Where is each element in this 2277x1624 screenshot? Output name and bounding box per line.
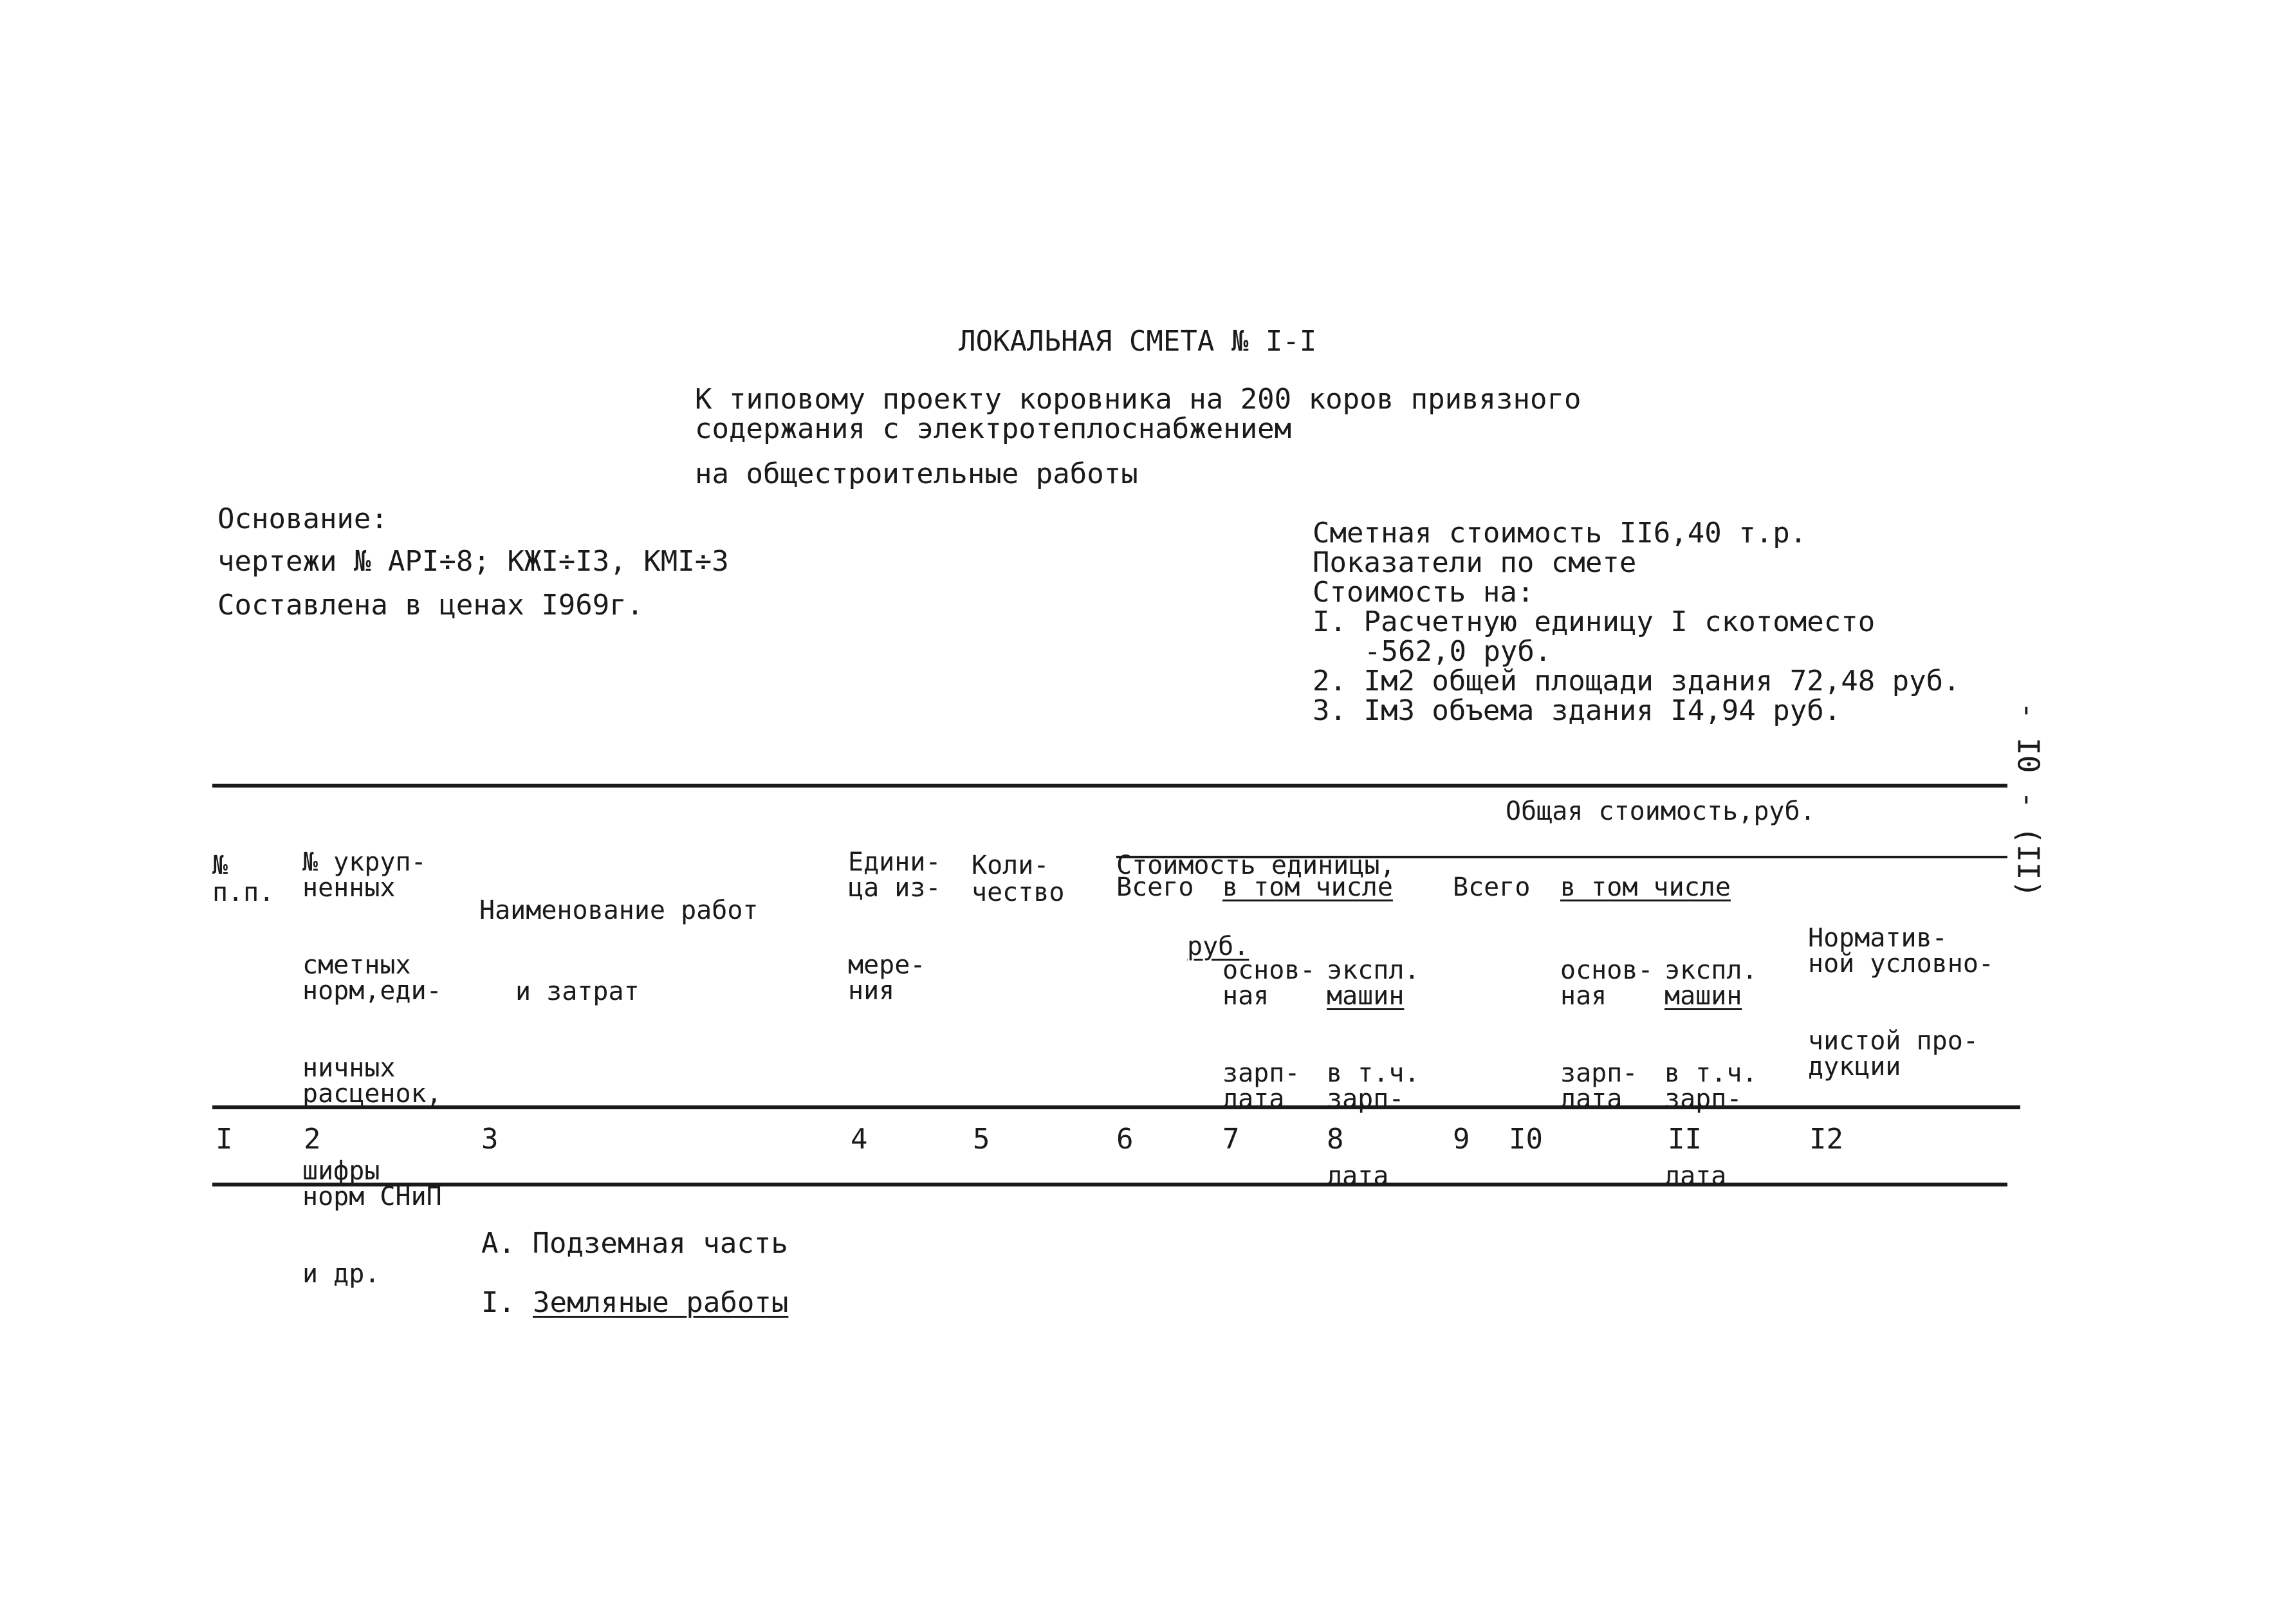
header-num: № п.п. [212, 851, 275, 907]
header-unit-mach: экспл. машин в т.ч. зарп- лата [1327, 955, 1420, 1191]
header-unit-wage: основ- ная зарп- лата [1222, 955, 1316, 1114]
cost-item-1a: I. Расчетную единицу I скотоместо [1313, 605, 1876, 638]
col-number-3: 3 [481, 1123, 499, 1156]
header-total-incl: в том числе [1560, 872, 1731, 902]
col-number-10: I0 [1509, 1123, 1543, 1156]
header-total-all: Всего [1453, 872, 1531, 902]
cost-item-3: 3. Iм3 объема здания I4,94 руб. [1313, 694, 1841, 727]
indicators-label: Показатели по смете [1313, 546, 1637, 579]
header-code: № укруп- ненных сметных норм,еди- ничных расценок, шифры норм СНиП и др. [302, 847, 442, 1289]
side-page-number: - I0 - (II) [2011, 701, 2046, 898]
col-number-1: I [216, 1123, 233, 1156]
subtitle-line-2: содержания с электротеплоснабжением [695, 412, 1292, 445]
basis-label: Основание: [217, 503, 388, 535]
col-number-8: 8 [1327, 1123, 1344, 1156]
document-title: ЛОКАЛЬНАЯ СМЕТА № I-I [959, 325, 1317, 358]
header-unit: Едини- ца из- мере- ния [848, 847, 941, 1006]
subtitle-line-1: К типовому проекту коровника на 200 коров привязного [695, 383, 1581, 416]
cost-item-1b: -562,0 руб. [1364, 635, 1552, 668]
basis-drawings: чертежи № АРI÷8; КЖI÷I3, КМI÷3 [217, 545, 729, 578]
header-name: Наименование работ и затрат [479, 896, 759, 1006]
table-top-rule [212, 784, 2007, 788]
col-number-9: 9 [1453, 1123, 1470, 1156]
header-total-cost: Общая стоимость,руб. [1506, 797, 1816, 826]
subsection-number: I. [481, 1286, 515, 1319]
col-number-4: 4 [851, 1123, 868, 1156]
header-unit-all: Всего [1116, 872, 1194, 902]
cost-item-2: 2. Iм2 общей площади здания 72,48 руб. [1313, 665, 1960, 697]
col-number-12: I2 [1809, 1123, 1843, 1156]
subsection-name: Земляные работы [533, 1286, 789, 1319]
col-number-11: II [1668, 1123, 1702, 1156]
col-number-5: 5 [973, 1123, 990, 1156]
section-part: А. Подземная часть [481, 1227, 788, 1260]
basis-prices: Составлена в ценах I969г. [217, 589, 644, 622]
header-unit-cost: Стоимость единицы, руб. [1116, 851, 1396, 961]
header-total-wage: основ- ная зарп- лата [1560, 955, 1654, 1114]
header-total-mach: экспл. машин в т.ч. зарп- лата [1664, 955, 1758, 1191]
cost-for-label: Стоимость на: [1313, 576, 1535, 609]
subtitle-line-3: на общестроительные работы [695, 457, 1138, 490]
header-normative: Норматив- ной условно- чистой про- дукции [1808, 923, 1994, 1082]
estimated-cost: Сметная стоимость II6,40 т.р. [1313, 517, 1807, 549]
header-qty: Коли- чество [972, 851, 1065, 907]
col-number-2: 2 [304, 1123, 321, 1156]
col-number-6: 6 [1116, 1123, 1134, 1156]
col-number-7: 7 [1222, 1123, 1240, 1156]
header-unit-incl: в том числе [1222, 872, 1393, 902]
